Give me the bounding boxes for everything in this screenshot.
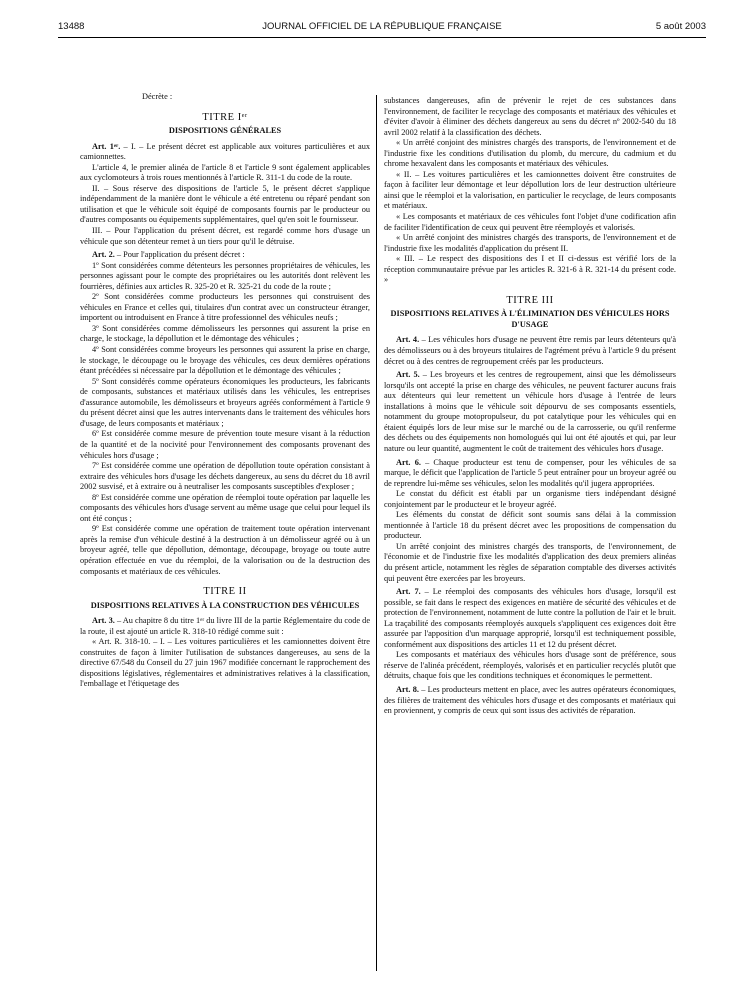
article-1-paragraph: L'article 4, le premier alinéa de l'article 8 et l'article 9 sont également applicables aux cyclomoteurs à trois roues mentionnés à l'article R. 311-1 du code de la route. [80, 162, 370, 183]
titre-2-subheading: DISPOSITIONS RELATIVES À LA CONSTRUCTION DES VÉHICULES [90, 600, 360, 610]
article-6-paragraph: Un arrêté conjoint des ministres chargés des transports, de l'environnement, de l'économie et de l'industrie fixe les modalités d'application des deux premiers alinéas du présent article, notamment les règles de séparation comptable des diverses activités qui peuvent être exercées par les broyeurs. [384, 541, 676, 583]
article-8-paragraph: Art. 8. – Les producteurs mettent en place, avec les autres opérateurs économiques, des filières de traitement des véhicules hors d'usage et des composants et matériaux qui en proviennent, y compris de ceux qui sont issus des activités de réparation. [384, 684, 677, 716]
article-2-item: 1º Sont considérées comme détenteurs les personnes propriétaires de véhicules, les personnes agissant pour le compte des propriétaires ou les autorités dont relèvent les fourrières, définies aux articles R. 325-20 et R. 325-21 du code de la route ; [80, 260, 370, 291]
page-number: 13488 [58, 21, 85, 32]
article-3-paragraph: « Un arrêté conjoint des ministres chargés des transports, de l'environnement et de l'industrie fixe les conditions d'utilisation du plomb, du mercure, du cadmium et du chrome hexavalent dans les composants et matériaux des véhicules. [384, 138, 676, 169]
continued-paragraph: substances dangereuses, afin de prévenir le rejet de ces substances dans l'environnement, de faciliter le recyclage des composants et matériaux des véhicules et d'éviter d'avoir à éliminer des déchets dangereux au sens du décret nº 2002-540 du 18 avril 2002 relatif à la classification des déchets. [384, 96, 676, 137]
article-1-paragraph: Art. 1ᵉʳ. – I. – Le présent décret est applicable aux voitures particulières et aux camionnettes. [80, 141, 370, 162]
left-column [80, 92, 370, 690]
page-header [58, 21, 706, 35]
article-2-item: 7º Est considérée comme une opération de dépollution toute opération consistant à extraire des véhicules hors d'usage les déchets dangereux, au sens du décret du 18 avril 2002 susvisé, et à extraire ou à neutraliser les composants susceptibles d'exploser ; [80, 461, 370, 492]
article-6-paragraph: Art. 6. – Chaque producteur est tenu de compenser, pour les véhicules de sa marque, le déficit que l'application de l'article 5 peut entraîner pour un broyeur agréé ou de reprendre lui-même ses véhicules, selon les modalités qu'il jugera appropriées. [384, 457, 676, 488]
titre-1-heading: TITRE Iᵉʳ [202, 111, 248, 123]
article-3-paragraph: « Un arrêté conjoint des ministres chargés des transports, de l'environnement et de l'industrie fixe les modalités d'application du présent II. [384, 233, 676, 253]
right-column [384, 96, 676, 717]
article-3-paragraph: « Art. R. 318-10. – I. – Les voitures particulières et les camionnettes doivent être construites de façon à limiter l'utilisation de substances dangereuses, au sens de la directive 67/548 du Conseil du 27 juin 1967 modifiée concernant le rapprochement des dispositions législatives, réglementaires et administratives relatives à la classification, l'emballage et l'étiquetage des [80, 637, 370, 689]
article-2-item: 2º Sont considérées comme producteurs les personnes qui construisent des véhicules en France et celles qui, titulaires d'un contrat avec un constructeur étranger, importent ou introduisent en France à titre professionnel des véhicules neufs ; [80, 292, 370, 323]
article-1-paragraph: II. – Sous réserve des dispositions de l'article 5, le présent décret s'applique indépendamment de la manière dont le véhicule a été entretenu ou réparé pendant son utilisation et que le véhicule soit équipé de composants fournis par le producteur ou d'autres composants ou équipements supplémentaires, quel qu'en soit le fournisseur. [80, 183, 370, 225]
article-2-item: 6º Est considérée comme mesure de prévention toute mesure visant à la réduction de la quantité et de la nocivité pour l'environnement des composants provenant des véhicules hors d'usage ; [80, 429, 370, 460]
article-2-item: 8º Est considérée comme une opération de réemploi toute opération par laquelle les composants des véhicules hors d'usage servent au même usage que celui pour lequel ils ont été conçus ; [80, 492, 370, 523]
article-4-paragraph: Art. 4. – Les véhicules hors d'usage ne peuvent être remis par leurs détenteurs qu'à des démolisseurs ou à des broyeurs titulaires de l'agrément prévu à l'article 9 du présent décret ou à des centres de regroupement créés par les producteurs. [384, 335, 677, 366]
titre-2-heading: TITRE II [203, 586, 247, 598]
article-2-paragraph: Art. 2. – Pour l'application du présent décret : [92, 250, 245, 260]
decrete-line: Décrète : [142, 92, 173, 101]
article-3-paragraph: « II. – Les voitures particulières et les camionnettes doivent être construites de façon à faciliter leur démontage et leur dépollution lors de leur destruction ultérieure ainsi que le réemploi et la valorisation, en particulier le recyclage, de leurs composants et matériaux. [384, 169, 676, 211]
titre-1-subheading: DISPOSITIONS GÉNÉRALES [168, 126, 282, 136]
article-5-paragraph: Art. 5. – Les broyeurs et les centres de regroupement, ainsi que les démolisseurs lorsqu'ils ont accepté la prise en charge des véhicules, ne peuvent facturer aucuns frais aux détenteurs qui leur remettent un véhicule hors d'usage à l'entrée de leurs installations à moins que le véhicule soit dépourvu de ses composants essentiels, notamment du groupe motopropulseur, du pot catalytique pour les véhicules qui en étaient équipés lors de leur mise sur le marché ou de la carrosserie, ou qu'il renferme des déchets ou des équipements non homologués qui lui ont été ajoutés et qui, par leur nature ou leur quantité, augmentent le coût de traitement des véhicules hors d'usage. [384, 370, 677, 453]
article-3-paragraph: « Les composants et matériaux de ces véhicules font l'objet d'une codification afin de faciliter l'identification de ceux qui peuvent être réemployés et valorisés. [384, 212, 676, 232]
article-6-paragraph: Les éléments du constat de déficit sont soumis sans délai à la commission mentionnée à l'article 18 du présent décret avec les propositions de compensation du producteur. [384, 510, 676, 541]
journal-title: JOURNAL OFFICIEL DE LA RÉPUBLIQUE FRANÇAISE [262, 21, 502, 32]
article-2-item: 9º Est considérée comme une opération de traitement toute opération intervenant après la remise d'un véhicule destiné à la destruction à un démolisseur agréé ou à un broyeur agréé, telle que dépollution, démontage, découpage, broyage ou toute autre opération effectuée en vue du réemploi, de la valorisation ou de la destruction des composants et matériaux de ces véhicules. [80, 524, 370, 576]
article-3-paragraph: Art. 3. – Au chapitre 8 du titre 1ᵉʳ du livre III de la partie Réglementaire du code de la route, il est ajouté un article R. 318-10 rédigé comme suit : [80, 616, 370, 636]
article-7-paragraph: Les composants et matériaux des véhicules hors d'usage sont de préférence, sous réserve de l'alinéa précédent, réemployés, valorisés et en particulier recyclés plutôt que détruits, chaque fois que les conditions techniques et économiques le permettent. [384, 650, 676, 681]
column-divider [376, 95, 377, 971]
article-6-paragraph: Le constat du déficit est établi par un organisme tiers indépendant désigné conjointement par le producteur et le broyeur agréé. [384, 489, 676, 509]
header-rule [58, 37, 706, 38]
titre-3-subheading: DISPOSITIONS RELATIVES À L'ÉLIMINATION DES VÉHICULES HORS D'USAGE [390, 309, 670, 329]
article-2-item: 4º Sont considérées comme broyeurs les personnes qui assurent la prise en charge, le stockage, le découpage ou le broyage des véhicules, ces deux dernières opérations étant précédées si nécessaire par la dépollution et le démontage des véhicules ; [80, 345, 370, 376]
article-2-item: 5º Sont considérés comme opérateurs économiques les producteurs, les fabricants de composants, substances et matériaux utilisés dans les véhicules, les entreprises d'assurance automobile, les démolisseurs et broyeurs agréés conformément à l'article 9 du présent décret ainsi que les autres intervenants dans le traitement des véhicules hors d'usage, de leurs composants et matériaux ; [80, 376, 370, 428]
titre-3-heading: TITRE III [506, 294, 554, 306]
article-1-paragraph: III. – Pour l'application du présent décret, est regardé comme hors d'usage un véhicule que son détenteur remet à un tiers pour qu'il le détruise. [80, 226, 370, 246]
article-7-paragraph: Art. 7. – Le réemploi des composants des véhicules hors d'usage, lorsqu'il est possible, se fait dans le respect des exigences en matière de sécurité des véhicules et de protection de l'environnement, notamment de lutte contre la pollution de l'air et le bruit. La traçabilité des composants réemployés auxquels s'appliquent ces exigences doit être assurée par l'apposition d'un marquage approprié, lorsqu'il est techniquement possible, conformément aux dispositions des articles 11 et 12 du présent décret. [384, 587, 677, 649]
article-3-paragraph: « III. – Le respect des dispositions des I et II ci-dessus est vérifié lors de la réception communautaire prévue par les articles R. 321-6 à R. 321-14 du présent code. » [384, 254, 676, 285]
article-2-item: 3º Sont considérées comme démolisseurs les personnes qui assurent la prise en charge, le stockage, la dépollution et le démontage des véhicules ; [80, 323, 370, 344]
issue-date: 5 août 2003 [655, 21, 706, 32]
